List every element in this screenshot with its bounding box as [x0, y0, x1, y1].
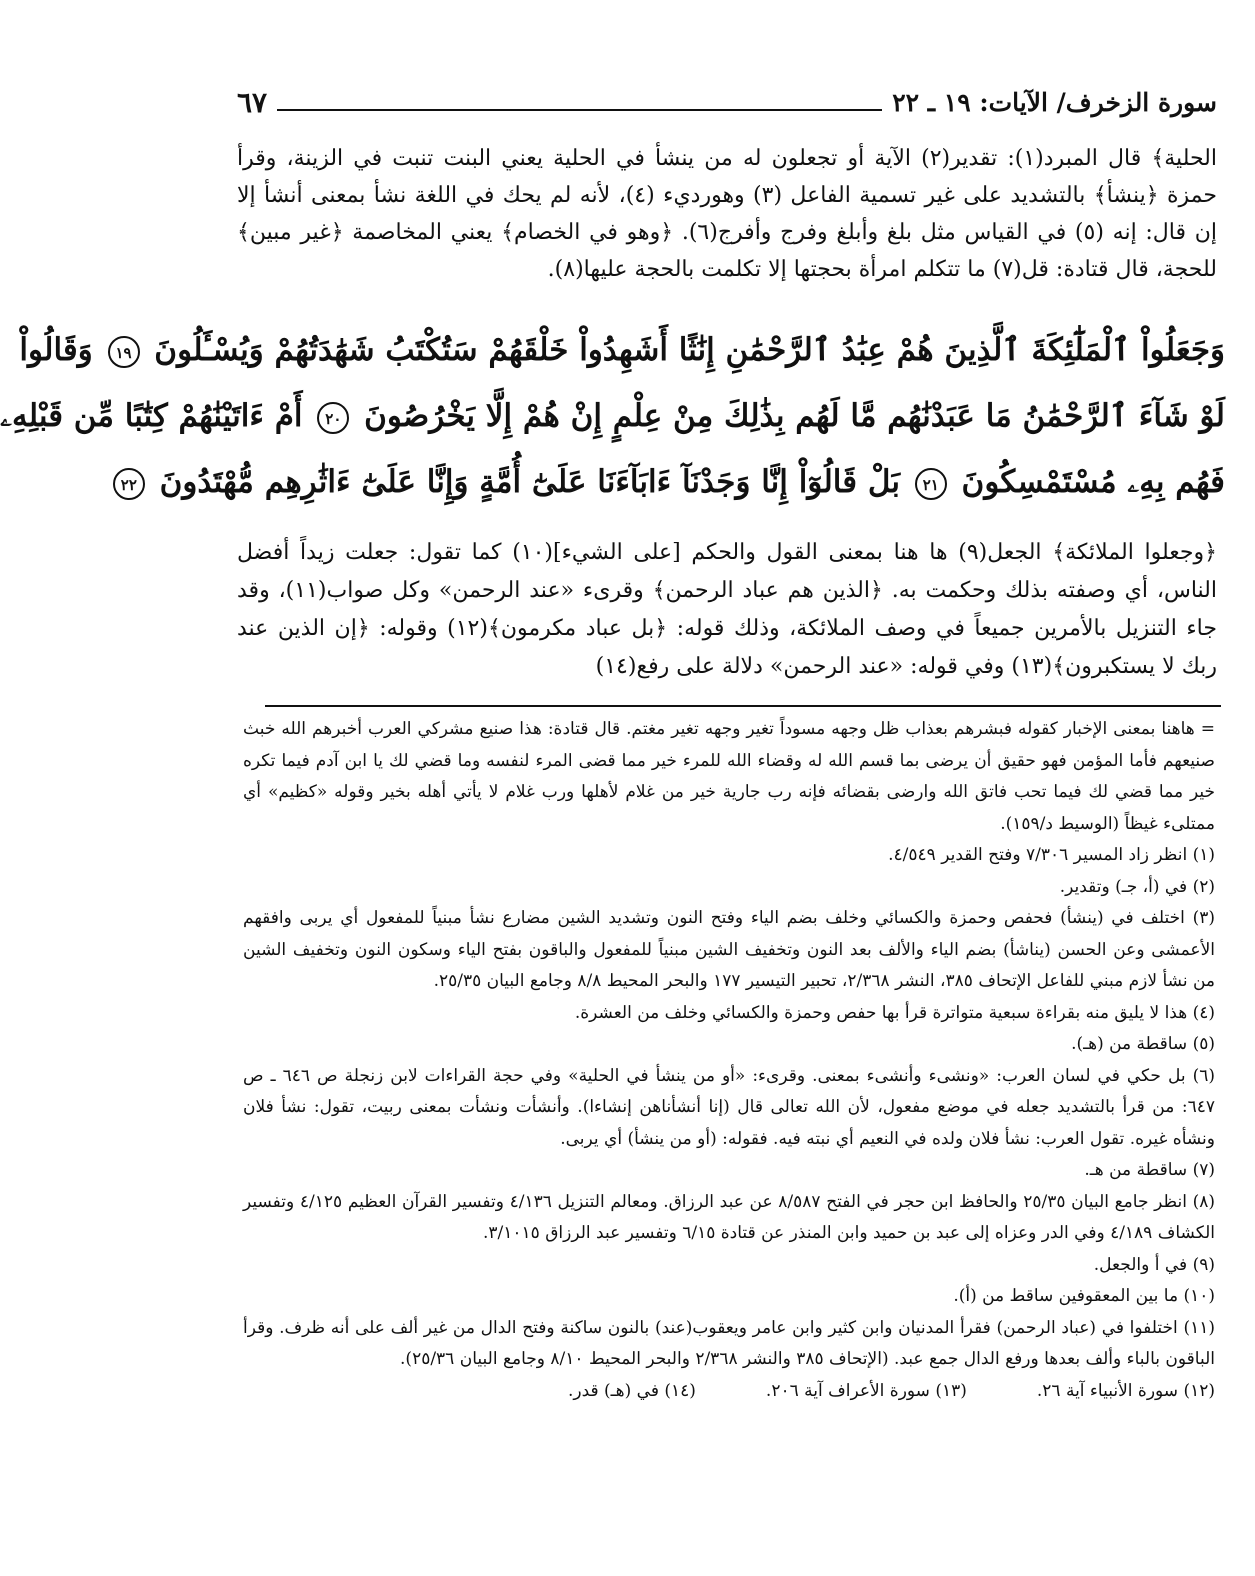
footnote-7: (٧) ساقطة من هـ. — [1084, 1160, 1215, 1180]
footnote-4: (٤) هذا لا يليق منه بقراءة سبعية متواترة قرأ بها حفص وحمزة والكسائي وخلف من العشرة. — [574, 1002, 1215, 1023]
footnote-2: (٢) في (أ، جـ) وتقدير. — [1059, 876, 1215, 897]
footnote-11: (١١) اختلفوا في (عباد الرحمن) فقرأ المدنيان وابن كثير وابن عامر ويعقوب(عند) بالنون ساكنة وفتح الدال من غير ألف على أنه ظرف. وقرأ الباقون بالباء وألف بعدها ورفع الدال جمع عبد. (الإتحاف ٣٨٥ والنشر ٢/٣٦٨ والبحر المحيط ٨/١٠ وجامع البيان ٢٥/٣٦). — [243, 1317, 1215, 1369]
footnote-1: (١) انظر زاد المسير ٧/٣٠٦ وفتح القدير ٤/٥٤٩. — [888, 845, 1215, 865]
quran-verses — [0, 317, 1225, 515]
footnote-8: (٨) انظر جامع البيان ٢٥/٣٥ والحافظ ابن حجر في الفتح ٨/٥٨٧ عن عبد الرزاق. ومعالم التنزيل ٤/١٣٦ وتفسير القرآن العظيم ٤/١٢٥ وتفسير الكشاف ٤/١٨٩ وفي الدر وعزاه إلى عبد بن حميد وابن المنذر عن قتادة ٦/١٥ وتفسير عبد الرزاق ٣/١٠١٥. — [243, 1191, 1215, 1243]
header-rule — [277, 109, 882, 111]
running-header — [237, 84, 1217, 120]
footnote-continuation: = هاهنا بمعنى الإخبار كقوله فبشرهم بعذاب ظل وجهه مسوداً تغير وجهه تغير مغتم. قال قتادة: هذا صنيع مشركي العرب أخبرهم الله خبث صنيعهم فأما المؤمن فهو حقيق أن يرضى بما قسم الله له وقضاء الله للمرء خير مما قضى المرء لنفسه وما قضي لك يا ابن آدم فيما تكره خير مما قضي لك فيما تحب فاتق الله وارضى بقضائه فإنه رب جارية خير من غلام لأهلها ورب غلام لا يأتي أهله بخير وقوله «كظيم» أي ممتلىء غيظاً (الوسيط د/١٥٩). — [243, 719, 1215, 834]
verse-text: لَوْ شَآءَ ٱلرَّحْمَٰنُ مَا عَبَدْنَٰهُم مَّا لَهُم بِذَٰلِكَ مِنْ عِلْمٍ إِنْ هُمْ إِلَّا يَخْرُصُونَ — [364, 398, 1225, 434]
footnote-5: (٥) ساقطة من (هـ). — [1071, 1034, 1215, 1054]
verse-text: وَجَعَلُواْ ٱلْمَلَٰٓئِكَةَ ٱلَّذِينَ هُمْ عِبَٰدُ ٱلرَّحْمَٰنِ إِنَٰثًا أَشَهِدُواْ خَلْقَهُمْ سَتُكْتَبُ شَهَٰدَتُهُمْ وَيُسْـَٔلُونَ — [154, 332, 1225, 368]
quran-line-2 — [0, 383, 1225, 449]
ayah-number-marker: ١٩ — [108, 336, 140, 368]
page-number: ٦٧ — [237, 85, 268, 119]
footnote-6: (٦) بل حكي في لسان العرب: «ونشىء وأنشىء بمعنى. وقرىء: «أو من ينشأ في الحلية» وفي حجة القراءات لابن زنجلة ص ٦٤٦ ـ ص ٦٤٧: من قرأ بالتشديد جعله في موضع مفعول، لأن الله تعالى قال (إنا أنشأناهن إنشاءا). وأنشأت ونشأت بمعنى ربيت، تقول: نشأ فلان ونشأه غيره. تقول العرب: نشأ فلان ولده في النعيم أي نبته فيه. فقوله: (أو من ينشأ) أي يربى. — [243, 1065, 1216, 1149]
footnote-13: (١٣) سورة الأعراف آية ٢٠٦. — [765, 1380, 967, 1401]
footnotes-last-row — [243, 1376, 1215, 1408]
verse-text: أَمْ ءَاتَيْنَٰهُمْ كِتَٰبًا مِّن قَبْلِهِۦ — [0, 398, 303, 434]
ayah-number-marker: ٢٢ — [113, 468, 145, 500]
commentary-paragraph: الحلية﴾ قال المبرد(١): تقدير(٢) الآية أو تجعلون له من ينشأ في الحلية يعني البنت تنبت في الزينة، وقرأ حمزة ﴿ينشأ﴾ بالتشديد على غير تسمية الفاعل (٣) وهورديء (٤)، لأنه لم يحك في اللغة نشأ بمعنى أنشأ إلا إن قال: إنه (٥) في القياس مثل بلغ وأبلغ وفرج وأفرج(٦). ﴿وهو في الخصام﴾ يعني المخاصمة ﴿غير مبين﴾ للحجة، قال قتادة: قل(٧) ما تتكلم امرأة بحجتها إلا تكلمت بالحجة عليها(٨). — [237, 146, 1217, 282]
header-title: سورة الزخرف/ الآيات: ١٩ ـ ٢٢ — [892, 87, 1217, 117]
commentary-top — [237, 140, 1217, 288]
quran-line-1 — [19, 317, 1225, 383]
quran-line-3 — [120, 449, 1225, 515]
footnote-separator — [265, 705, 1221, 707]
footnote-14: (١٤) في (هـ) قدر. — [567, 1380, 696, 1401]
verse-text: فَهُم بِهِۦ مُسْتَمْسِكُونَ — [961, 464, 1225, 500]
footnote-9: (٩) في أ والجعل. — [1093, 1254, 1215, 1275]
footnote-12: (١٢) سورة الأنبياء آية ٢٦. — [1036, 1380, 1215, 1401]
footnotes — [243, 714, 1215, 1407]
ayah-number-marker: ٢١ — [915, 468, 947, 500]
verse-text: بَلْ قَالُوٓاْ إِنَّا وَجَدْنَآ ءَابَآءَنَا عَلَىٰٓ أُمَّةٍ وَإِنَّا عَلَىٰٓ ءَاثَٰرِهِم مُّهْتَدُونَ — [159, 464, 900, 500]
footnote-3: (٣) اختلف في (ينشأ) فحفص وحمزة والكسائي وخلف بضم الياء وفتح النون وتشديد الشين مضارع نشأ مبنياً للمفعول أي يربى وافقهم الأعمشى وعن الحسن (يناشأ) بضم الياء والألف بعد النون وتخفيف الشين مبنياً للمفعول والباقون بفتح الياء وسكون النون وتخفيف الشين من نشأ لازم مبني للفاعل الإتحاف ٣٨٥، النشر ٢/٣٦٨، تحبير التيسير ١٧٧ والبحر المحيط ٨/٨ وجامع البيان ٢٥/٣٥. — [243, 908, 1215, 991]
commentary-bottom — [237, 534, 1217, 686]
commentary-paragraph: ﴿وجعلوا الملائكة﴾ الجعل(٩) ها هنا بمعنى القول والحكم [على الشيء](١٠) كما تقول: جعلت زيداً أفضل الناس، أي وصفته بذلك وحكمت به. ﴿الذين هم عباد الرحمن﴾ وقرىء «عند الرحمن» وكل صواب(١١)، وقد جاء التنزيل بالأمرين جميعاً في وصف الملائكة، وذلك قوله: ﴿بل عباد مكرمون﴾(١٢) وقوله: ﴿إن الذين عند ربك لا يستكبرون﴾(١٣) وفي قوله: «عند الرحمن» دلالة على رفع(١٤) — [237, 540, 1217, 679]
verse-text: وَقَالُواْ — [19, 332, 93, 368]
ayah-number-marker: ٢٠ — [317, 402, 349, 434]
footnote-10: (١٠) ما بين المعقوفين ساقط من (أ). — [953, 1286, 1215, 1306]
